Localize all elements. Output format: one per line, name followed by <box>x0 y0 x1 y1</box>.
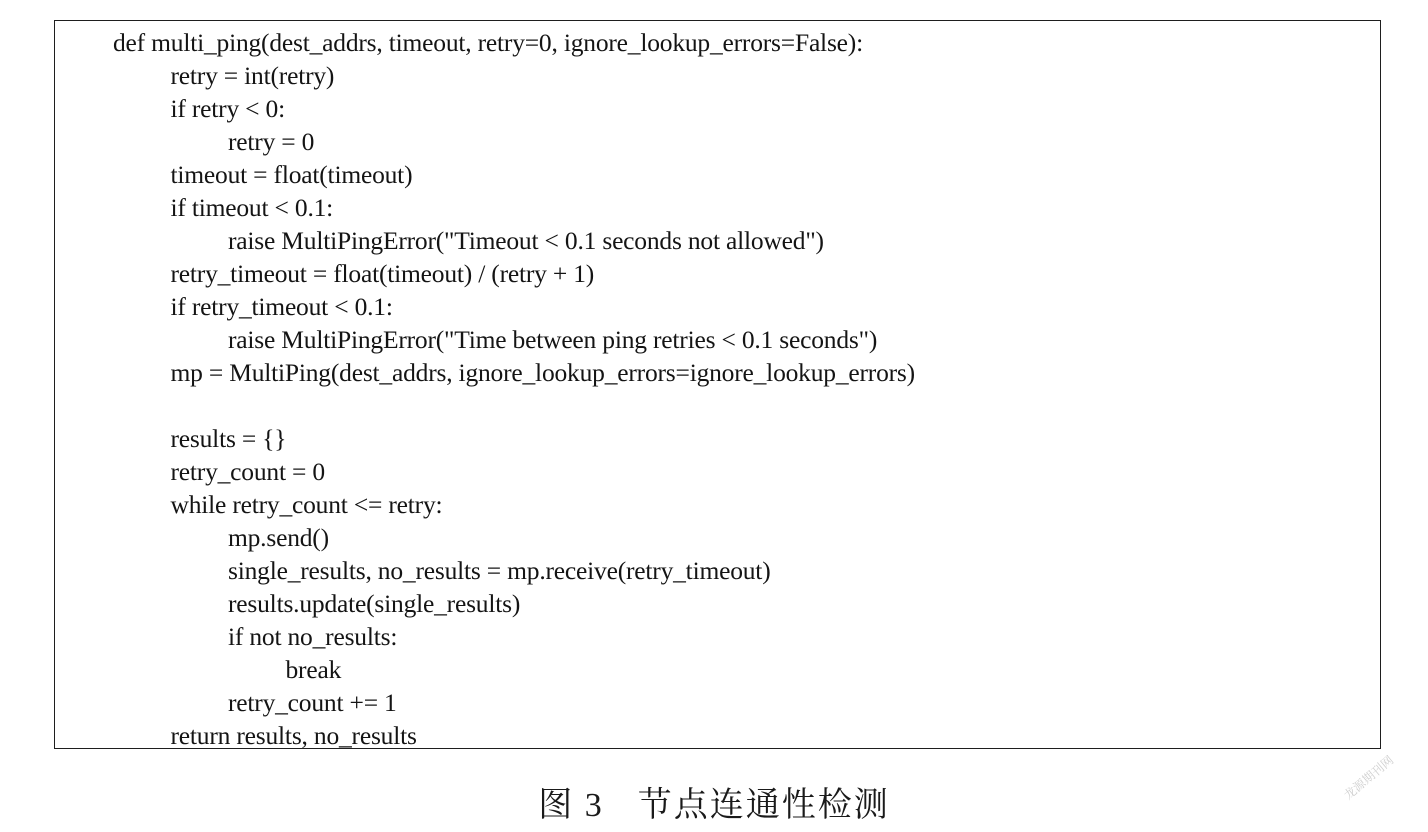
code-line: if not no_results: <box>228 622 398 651</box>
code-line: def multi_ping(dest_addrs, timeout, retry=0, ignore_lookup_errors=False): <box>113 28 863 57</box>
code-line: single_results, no_results = mp.receive(retry_timeout) <box>228 556 771 585</box>
code-line: mp = MultiPing(dest_addrs, ignore_lookup_errors=ignore_lookup_errors) <box>170 358 915 387</box>
code-line: retry_count = 0 <box>170 457 325 486</box>
code-line: raise MultiPingError("Timeout < 0.1 seconds not allowed") <box>228 226 824 255</box>
code-line: retry = 0 <box>228 127 315 156</box>
code-line: raise MultiPingError("Time between ping retries < 0.1 seconds") <box>228 325 878 354</box>
watermark: 龙源期刊网 <box>1341 752 1397 803</box>
code-line: if retry_timeout < 0.1: <box>170 292 393 321</box>
code-line: results.update(single_results) <box>228 589 521 618</box>
code-line: retry = int(retry) <box>170 61 335 90</box>
code-line: if timeout < 0.1: <box>170 193 334 222</box>
code-line: if retry < 0: <box>170 94 285 123</box>
code-line: mp.send() <box>228 523 329 552</box>
code-line: results = {} <box>170 424 287 453</box>
figure-number: 图 3 <box>538 787 604 824</box>
code-listing-box <box>54 20 1381 749</box>
code-line: retry_count += 1 <box>228 688 397 717</box>
code-line: while retry_count <= retry: <box>170 490 443 519</box>
figure-title: 节点连通性检测 <box>637 787 890 824</box>
figure-caption <box>0 784 1428 828</box>
code-line: timeout = float(timeout) <box>170 160 413 189</box>
code-line: retry_timeout = float(timeout) / (retry + 1) <box>170 259 595 288</box>
code-line: return results, no_results <box>170 721 417 750</box>
code-line: break <box>285 655 342 684</box>
